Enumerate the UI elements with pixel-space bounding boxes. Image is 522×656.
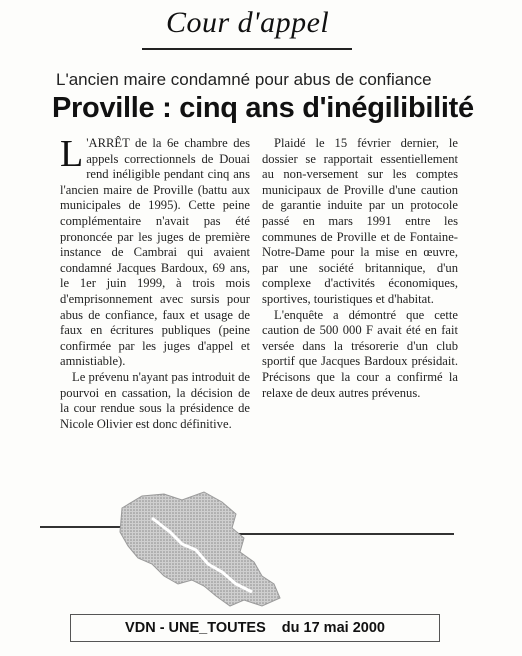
article-column-1 xyxy=(60,133,250,432)
column2-paragraph-1: Plaidé le 15 février dernier, le dossier se rapportait essentiellement au non-versement sur les comptes municipaux de Proville d'une caution de garantie induite par un protocole passé en mars 1991 entre les communes de Proville et de Fontaine-Notre-Dame pour la mise en œuvre, par une société britannique, d'un complexe d'activités économiques, sportives, touristiques et d'habitat. xyxy=(262,136,458,306)
section-rubric: Cour d'appel xyxy=(166,6,330,39)
column2-paragraph-2: L'enquête a démontré que cette caution de 500 000 F avait été en fait versée dans la trésorerie d'un club sportif que Jacques Bardoux présidait. Précisons que la cour a confirmé la relaxe de deux autres prévenus. xyxy=(262,307,458,400)
column1-paragraph-1-text: 'ARRÊT de la 6e chambre des appels correctionnels de Douai rend inéligible pendant cinq ans l'ancien maire de Proville (battu aux municipales de 1995). Cette peine complémentaire n'avait pas été prononcée par les juges de première instance de Cambrai qui avaient condamné Jacques Bardoux, 69 ans, le 1er juin 1999, à trois mois d'emprisonnement avec sursis pour abus de confiance, faux et usage de faux en écritures publiques (peine confirmée par les juges d'appel et amnistiable). xyxy=(60,136,250,369)
column1-paragraph-1 xyxy=(60,133,250,370)
source-caption xyxy=(70,614,440,642)
drop-cap: L xyxy=(60,133,84,175)
caption-source: VDN - UNE_TOUTES xyxy=(125,620,266,636)
caption-date: du 17 mai 2000 xyxy=(281,620,385,636)
rubric-underline xyxy=(142,48,352,50)
article-kicker: L'ancien maire condamné pour abus de confiance xyxy=(56,70,432,89)
region-map-icon xyxy=(112,488,284,612)
article-headline: Proville : cinq ans d'inégilibilité xyxy=(52,92,474,124)
column1-paragraph-2: Le prévenu n'ayant pas introduit de pourvoi en cassation, la décision de la cour rendue sous la présidence de Nicole Olivier est donc définitive. xyxy=(60,369,250,431)
article-column-2 xyxy=(262,136,458,401)
